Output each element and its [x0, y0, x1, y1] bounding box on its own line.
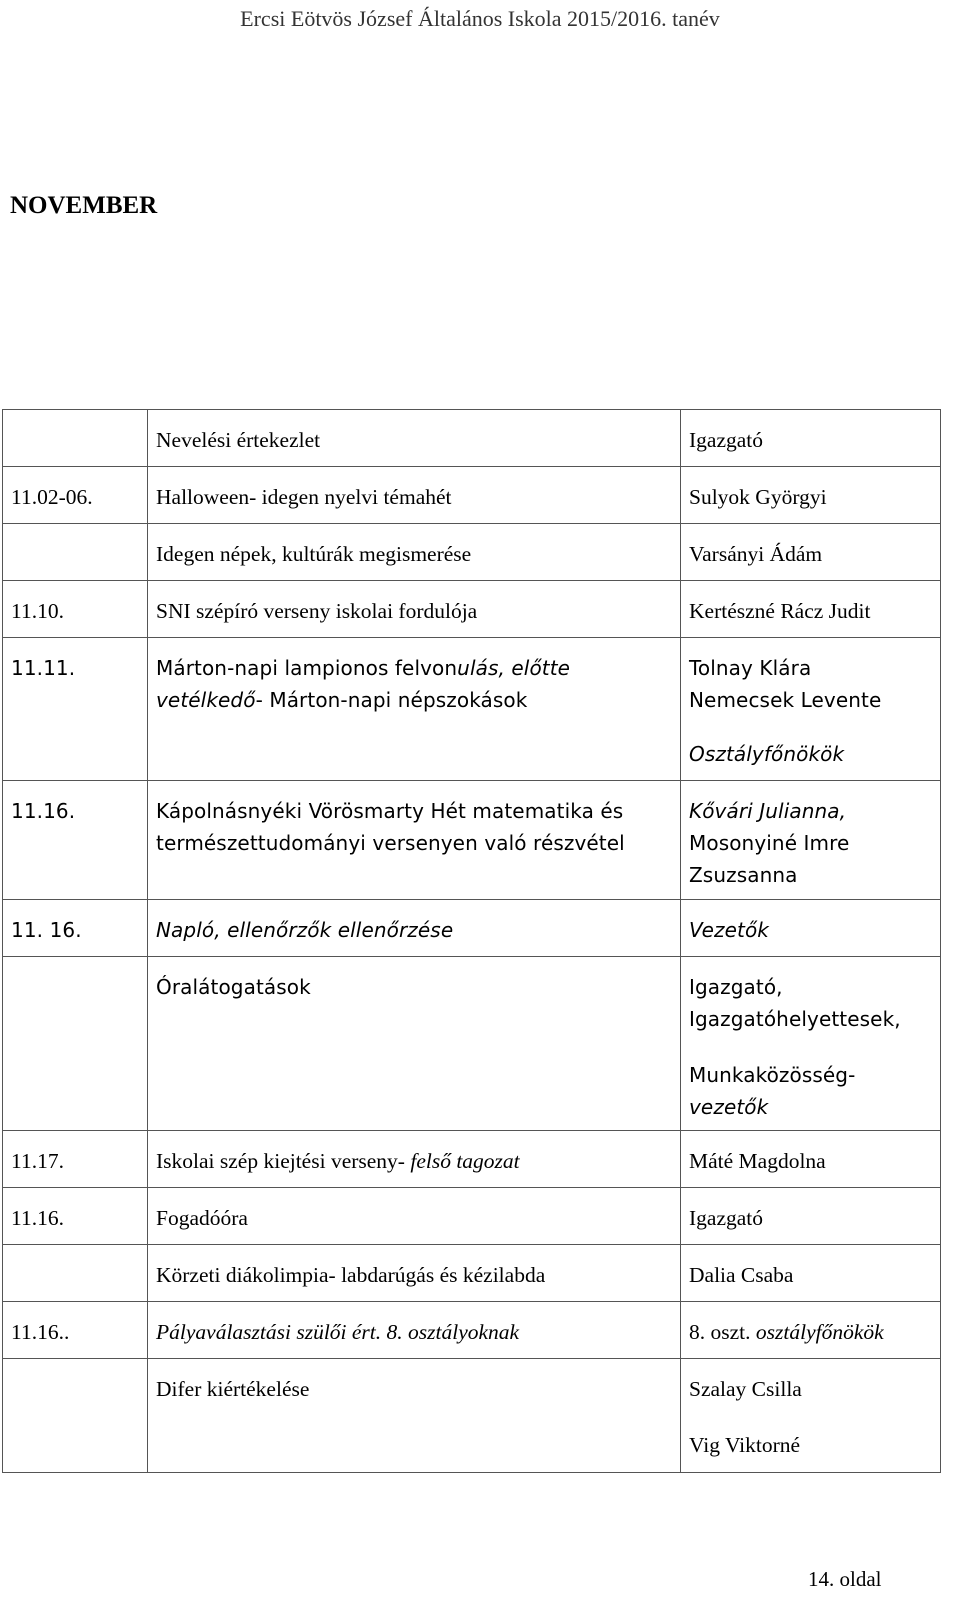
responsible-cell: [681, 781, 941, 900]
responsible-cell: Vezetők: [681, 900, 941, 957]
date-cell: [3, 1245, 148, 1302]
responsible-name: Nemecsek Levente: [689, 688, 882, 712]
responsible-text-italic: osztályfőnökök: [755, 1320, 884, 1344]
responsible-cell: Máté Magdolna: [681, 1131, 941, 1188]
responsible-name: Munkaközösség-: [689, 1063, 856, 1087]
table-row: [3, 900, 941, 957]
event-text-italic: ulás, előtte: [457, 656, 571, 680]
event-cell: Körzeti diákolimpia- labdarúgás és kézilabda: [148, 1245, 681, 1302]
date-cell: 11.16.: [3, 781, 148, 900]
table-row: [3, 1359, 941, 1473]
responsible-cell: Varsányi Ádám: [681, 524, 941, 581]
event-text: természettudományi versenyen való részvétel: [156, 831, 625, 855]
event-cell: Napló, ellenőrzők ellenőrzése: [148, 900, 681, 957]
schedule-table: [2, 409, 941, 1473]
responsible-cell: Sulyok Györgyi: [681, 467, 941, 524]
date-cell: [3, 1359, 148, 1473]
date-cell: 11.16.: [3, 1188, 148, 1245]
table-row: [3, 1245, 941, 1302]
responsible-text: 8. oszt.: [689, 1320, 756, 1344]
event-text-italic: vetélkedő: [156, 688, 256, 712]
event-text-italic: felső tagozat: [404, 1149, 520, 1173]
event-cell: Pályaválasztási szülői ért. 8. osztályoknak: [148, 1302, 681, 1359]
table-row: [3, 410, 941, 467]
month-heading: NOVEMBER: [10, 192, 158, 219]
event-cell: [148, 1131, 681, 1188]
event-cell: Óralátogatások: [148, 957, 681, 1131]
responsible-name: vezetők: [689, 1095, 769, 1119]
date-cell: 11.10.: [3, 581, 148, 638]
date-cell: 11.11.: [3, 638, 148, 781]
responsible-cell: Igazgató: [681, 1188, 941, 1245]
date-cell: 11. 16.: [3, 900, 148, 957]
responsible-name: Igazgató,: [689, 975, 783, 999]
event-cell: [148, 781, 681, 900]
responsible-cell: [681, 1359, 941, 1473]
event-text: - Márton-napi népszokások: [255, 688, 528, 712]
page-number: 14. oldal: [808, 1567, 882, 1591]
event-text: Iskolai szép kiejtési verseny-: [156, 1149, 405, 1173]
event-cell: Nevelési értekezlet: [148, 410, 681, 467]
responsible-cell: [681, 1302, 941, 1359]
table-row: [3, 1302, 941, 1359]
table-row: [3, 957, 941, 1131]
date-cell: 11.16..: [3, 1302, 148, 1359]
responsible-name: Mosonyiné Imre: [689, 831, 850, 855]
table-row: [3, 467, 941, 524]
responsible-cell: Dalia Csaba: [681, 1245, 941, 1302]
event-cell: Idegen népek, kultúrák megismerése: [148, 524, 681, 581]
event-cell: Fogadóóra: [148, 1188, 681, 1245]
responsible-cell: [681, 638, 941, 781]
responsible-cell: [681, 957, 941, 1131]
table-row: [3, 581, 941, 638]
table-row: [3, 638, 941, 781]
table-row: [3, 1131, 941, 1188]
event-text: Kápolnásnyéki Vörösmarty Hét matematika és: [156, 799, 624, 823]
event-cell: SNI szépíró verseny iskolai fordulója: [148, 581, 681, 638]
page-header: Ercsi Eötvös József Általános Iskola 2015/2016. tanév: [240, 6, 720, 31]
event-cell: Halloween- idegen nyelvi témahét: [148, 467, 681, 524]
date-cell: 11.02-06.: [3, 467, 148, 524]
table-row: [3, 1188, 941, 1245]
event-cell: Difer kiértékelése: [148, 1359, 681, 1473]
responsible-name: Vig Viktorné: [689, 1433, 801, 1457]
responsible-name: Tolnay Klára: [689, 656, 812, 680]
responsible-name: Igazgatóhelyettesek,: [689, 1007, 901, 1031]
responsible-cell: Igazgató: [681, 410, 941, 467]
responsible-name: Zsuzsanna: [689, 863, 798, 887]
date-cell: [3, 524, 148, 581]
event-text: Márton-napi lampionos felvon: [156, 656, 458, 680]
table-row: [3, 781, 941, 900]
date-cell: [3, 957, 148, 1131]
date-cell: 11.17.: [3, 1131, 148, 1188]
responsible-name: Kővári Julianna,: [689, 799, 847, 823]
table-row: [3, 524, 941, 581]
responsible-name: Szalay Csilla: [689, 1377, 802, 1401]
event-cell: [148, 638, 681, 781]
responsible-group: Osztályfőnökök: [689, 742, 845, 766]
responsible-cell: Kertészné Rácz Judit: [681, 581, 941, 638]
date-cell: [3, 410, 148, 467]
